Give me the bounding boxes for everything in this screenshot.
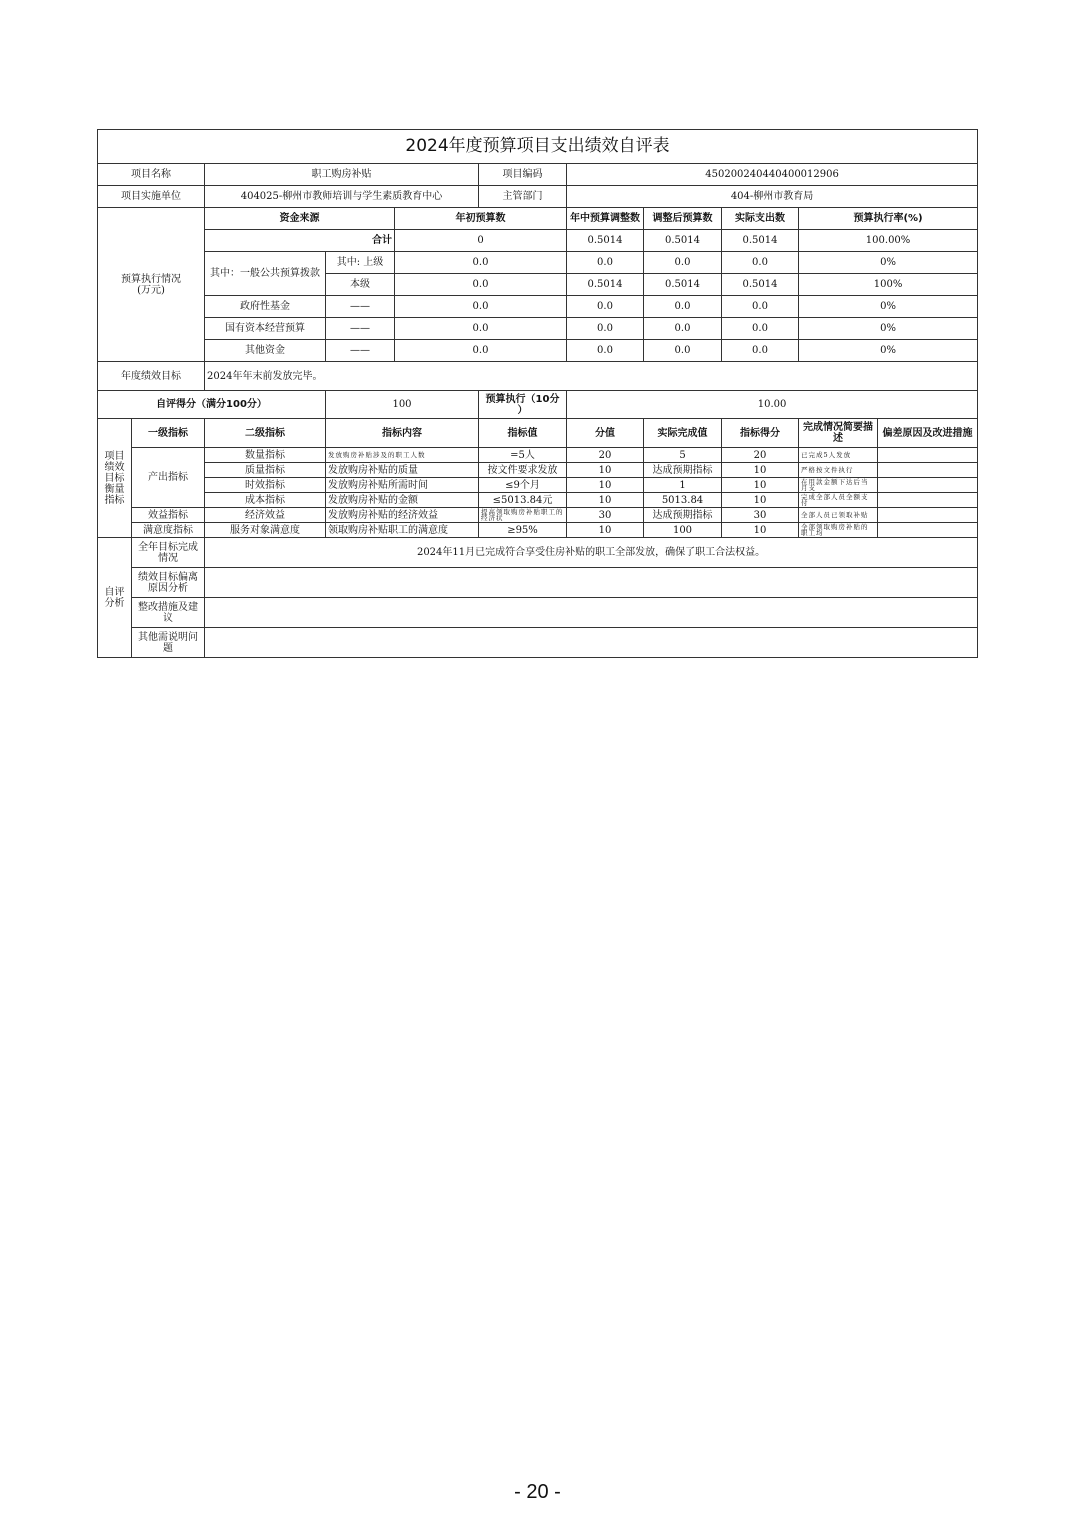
- budget-section-title: 预算执行情况: [121, 273, 181, 285]
- gov-fund-dash: ——: [326, 296, 395, 318]
- header-mid-adjust: 年中预算调整数: [567, 208, 644, 230]
- score-timeliness: 10: [722, 478, 799, 493]
- desc-economic: 全部人员已领取补贴: [799, 508, 878, 523]
- total-label: 合计: [205, 230, 395, 252]
- analysis-section-label-1: 自评: [104, 586, 125, 598]
- project-unit: 404025-柳州市教师培训与学生素质教育中心: [205, 186, 479, 208]
- gov-fund-adjusted: 0.0: [644, 296, 722, 318]
- analysis-deviation-label-1: 绩效目标偏离: [138, 571, 198, 583]
- other-fund-mid: 0.0: [567, 340, 644, 362]
- budget-section-label: [98, 208, 205, 362]
- general-budget-label: 其中：一般公共预算拨款: [205, 252, 326, 296]
- level2-cost: 成本指标: [205, 493, 326, 508]
- budget-exec-score-label-line1: 预算执行（10分: [485, 393, 560, 405]
- performance-evaluation-table: [97, 129, 978, 658]
- desc-cost: 完成全部人员全额支付: [799, 493, 878, 508]
- header-exec-rate: 预算执行率(%): [799, 208, 978, 230]
- dept-label: 主管部门: [479, 186, 567, 208]
- header-weight: 分值: [567, 419, 644, 448]
- form-title: 2024年度预算项目支出绩效自评表: [98, 130, 978, 164]
- deviation-quantity: [878, 448, 978, 463]
- target-satisfaction: ≥95%: [479, 523, 567, 538]
- score-cost: 10: [722, 493, 799, 508]
- benefit-indicator-label: 效益指标: [132, 508, 205, 523]
- analysis-other-label: [132, 628, 205, 658]
- score-economic: 30: [722, 508, 799, 523]
- upper-rate: 0%: [799, 252, 978, 274]
- score-quality: 10: [722, 463, 799, 478]
- header-initial-budget: 年初预算数: [395, 208, 567, 230]
- content-quantity: 发放购房补贴涉及的职工人数: [326, 448, 479, 463]
- level2-economic: 经济效益: [205, 508, 326, 523]
- upper-initial: 0.0: [395, 252, 567, 274]
- level2-satisfaction: 服务对象满意度: [205, 523, 326, 538]
- annual-goal-label: 年度绩效目标: [98, 362, 205, 391]
- desc-satisfaction: 全部领取购房补贴的职工均: [799, 523, 878, 538]
- analysis-goal-label: [132, 538, 205, 568]
- content-economic: 发放购房补贴的经济效益: [326, 508, 479, 523]
- budget-exec-score-label: [479, 391, 567, 419]
- actual-cost: 5013.84: [644, 493, 722, 508]
- analysis-goal-label-1: 全年目标完成: [138, 541, 198, 553]
- target-timeliness: ≤9个月: [479, 478, 567, 493]
- header-deviation: 偏差原因及改进措施: [878, 419, 978, 448]
- total-rate: 100.00%: [799, 230, 978, 252]
- project-code: 450200240440400012906: [567, 164, 978, 186]
- local-level-label: 本级: [326, 274, 395, 296]
- analysis-other-label-1: 其他需说明问: [138, 631, 198, 643]
- state-capital-initial: 0.0: [395, 318, 567, 340]
- upper-mid: 0.0: [567, 252, 644, 274]
- state-capital-rate: 0%: [799, 318, 978, 340]
- state-capital-actual: 0.0: [722, 318, 799, 340]
- annual-goal-text: 2024年年末前发放完毕。: [205, 362, 978, 391]
- analysis-measures-label: [132, 598, 205, 628]
- target-cost: ≤5013.84元: [479, 493, 567, 508]
- other-fund-actual: 0.0: [722, 340, 799, 362]
- gov-fund-actual: 0.0: [722, 296, 799, 318]
- actual-timeliness: 1: [644, 478, 722, 493]
- actual-economic: 达成预期指标: [644, 508, 722, 523]
- local-mid: 0.5014: [567, 274, 644, 296]
- other-fund-adjusted: 0.0: [644, 340, 722, 362]
- gov-fund-initial: 0.0: [395, 296, 567, 318]
- target-quality: 按文件要求发放: [479, 463, 567, 478]
- other-fund-rate: 0%: [799, 340, 978, 362]
- local-rate: 100%: [799, 274, 978, 296]
- other-fund-label: 其他资金: [205, 340, 326, 362]
- total-actual: 0.5014: [722, 230, 799, 252]
- header-score: 指标得分: [722, 419, 799, 448]
- deviation-economic: [878, 508, 978, 523]
- local-actual: 0.5014: [722, 274, 799, 296]
- indicator-section-label-5: 指标: [104, 494, 125, 506]
- indicator-section-label-3: 目标: [104, 472, 125, 484]
- target-quantity: =5人: [479, 448, 567, 463]
- project-unit-label: 项目实施单位: [98, 186, 205, 208]
- state-capital-mid: 0.0: [567, 318, 644, 340]
- level2-quality: 质量指标: [205, 463, 326, 478]
- weight-timeliness: 10: [567, 478, 644, 493]
- actual-quality: 达成预期指标: [644, 463, 722, 478]
- weight-cost: 10: [567, 493, 644, 508]
- other-fund-initial: 0.0: [395, 340, 567, 362]
- content-timeliness: 发放购房补贴所需时间: [326, 478, 479, 493]
- analysis-measures-label-2: 议: [163, 612, 173, 624]
- indicator-section-label-4: 衡量: [104, 483, 125, 495]
- project-name-label: 项目名称: [98, 164, 205, 186]
- upper-level-label: 其中: 上级: [326, 252, 395, 274]
- weight-satisfaction: 10: [567, 523, 644, 538]
- header-level2: 二级指标: [205, 419, 326, 448]
- desc-timeliness: 在用款金额下达后当月支: [799, 478, 878, 493]
- weight-economic: 30: [567, 508, 644, 523]
- header-adjusted-budget: 调整后预算数: [644, 208, 722, 230]
- actual-satisfaction: 100: [644, 523, 722, 538]
- indicator-section-label-2: 绩效: [104, 461, 125, 473]
- indicator-section-label-1: 项目: [104, 450, 125, 462]
- state-capital-dash: ——: [326, 318, 395, 340]
- target-economic: 提高领取购房补贴职工的经济状: [479, 508, 567, 523]
- local-adjusted: 0.5014: [644, 274, 722, 296]
- header-content: 指标内容: [326, 419, 479, 448]
- desc-quantity: 已完成5人发放: [799, 448, 878, 463]
- total-mid: 0.5014: [567, 230, 644, 252]
- header-actual-spend: 实际支出数: [722, 208, 799, 230]
- deviation-satisfaction: [878, 523, 978, 538]
- header-actual: 实际完成值: [644, 419, 722, 448]
- content-quality: 发放购房补贴的质量: [326, 463, 479, 478]
- upper-actual: 0.0: [722, 252, 799, 274]
- state-capital-adjusted: 0.0: [644, 318, 722, 340]
- analysis-other-label-2: 题: [163, 642, 173, 654]
- indicator-section-label: [98, 419, 132, 538]
- self-score-label: 自评得分（满分100分）: [98, 391, 326, 419]
- gov-fund-label: 政府性基金: [205, 296, 326, 318]
- gov-fund-mid: 0.0: [567, 296, 644, 318]
- header-target: 指标值: [479, 419, 567, 448]
- satisfaction-indicator-label: 满意度指标: [132, 523, 205, 538]
- header-level1: 一级指标: [132, 419, 205, 448]
- weight-quality: 10: [567, 463, 644, 478]
- score-satisfaction: 10: [722, 523, 799, 538]
- budget-exec-score-value: 10.00: [567, 391, 978, 419]
- actual-quantity: 5: [644, 448, 722, 463]
- analysis-other-text: [205, 628, 978, 658]
- analysis-deviation-label-2: 原因分析: [148, 582, 188, 594]
- analysis-goal-label-2: 情况: [158, 552, 178, 564]
- content-cost: 发放购房补贴的金额: [326, 493, 479, 508]
- local-initial: 0.0: [395, 274, 567, 296]
- level2-timeliness: 时效指标: [205, 478, 326, 493]
- state-capital-label: 国有资本经营预算: [205, 318, 326, 340]
- total-initial: 0: [395, 230, 567, 252]
- gov-fund-rate: 0%: [799, 296, 978, 318]
- budget-exec-score-label-line2: ）: [517, 404, 528, 416]
- desc-quality: 严格按文件执行: [799, 463, 878, 478]
- page-number: - 20 -: [514, 1481, 561, 1503]
- project-name: 职工购房补贴: [205, 164, 479, 186]
- project-code-label: 项目编码: [479, 164, 567, 186]
- level2-quantity: 数量指标: [205, 448, 326, 463]
- dept-name: 404-柳州市教育局: [567, 186, 978, 208]
- analysis-section-label: [98, 538, 132, 658]
- other-fund-dash: ——: [326, 340, 395, 362]
- weight-quantity: 20: [567, 448, 644, 463]
- analysis-measures-label-1: 整改措施及建: [138, 601, 198, 613]
- analysis-section-label-2: 分析: [104, 597, 125, 609]
- header-fund-source: 资金来源: [205, 208, 395, 230]
- deviation-quality: [878, 463, 978, 478]
- score-quantity: 20: [722, 448, 799, 463]
- analysis-deviation-text: [205, 568, 978, 598]
- total-adjusted: 0.5014: [644, 230, 722, 252]
- upper-adjusted: 0.0: [644, 252, 722, 274]
- analysis-deviation-label: [132, 568, 205, 598]
- output-indicator-label: 产出指标: [132, 448, 205, 508]
- header-description: 完成情况简要描述: [799, 419, 878, 448]
- analysis-goal-text: 2024年11月已完成符合享受住房补贴的职工全部发放，确保了职工合法权益。: [205, 538, 978, 568]
- deviation-cost: [878, 493, 978, 508]
- analysis-measures-text: [205, 598, 978, 628]
- self-score-value: 100: [326, 391, 479, 419]
- deviation-timeliness: [878, 478, 978, 493]
- budget-section-unit: (万元): [137, 284, 165, 296]
- content-satisfaction: 领取购房补贴职工的满意度: [326, 523, 479, 538]
